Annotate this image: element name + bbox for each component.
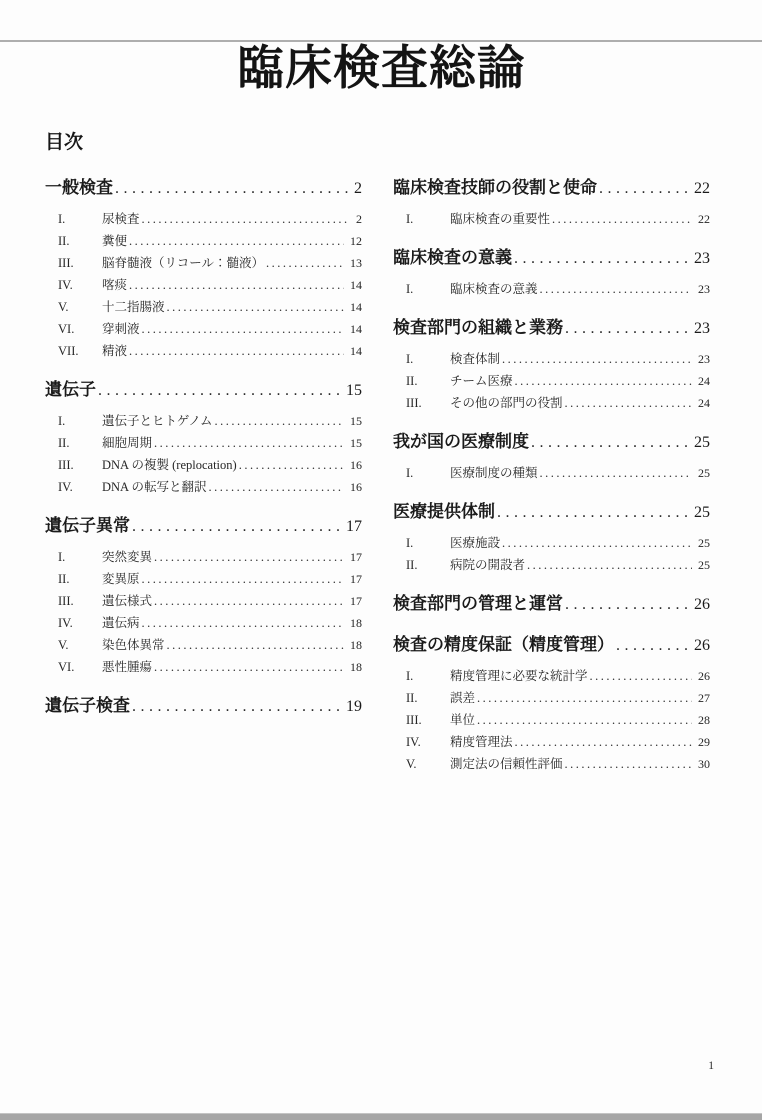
toc-item-page-number: 15 xyxy=(350,413,362,428)
dot-leader xyxy=(142,568,344,590)
dot-leader xyxy=(167,296,344,318)
toc-item-page-number: 14 xyxy=(350,277,362,292)
toc-item-entry[interactable] xyxy=(45,318,362,340)
toc-item-page-number: 24 xyxy=(698,395,710,410)
dot-leader xyxy=(531,430,688,455)
dot-leader xyxy=(129,340,344,362)
toc-item-entry[interactable] xyxy=(393,462,710,484)
toc-item-entry[interactable] xyxy=(393,554,710,576)
toc-item-numeral: II. xyxy=(58,435,70,450)
toc-section-page-number: 22 xyxy=(694,179,710,197)
toc-item-list xyxy=(393,208,710,230)
toc-item-title: 悪性腫瘍 xyxy=(102,659,153,674)
toc-section-entry[interactable] xyxy=(45,514,362,539)
toc-item-title: 糞便 xyxy=(102,233,128,248)
toc-item-entry[interactable] xyxy=(393,709,710,731)
toc-item-entry[interactable] xyxy=(45,340,362,362)
toc-item-entry[interactable] xyxy=(45,252,362,274)
dot-leader xyxy=(239,454,344,476)
toc-item-entry[interactable] xyxy=(45,634,362,656)
toc-item-title: 臨床検査の意義 xyxy=(450,281,538,296)
toc-item-page-number: 22 xyxy=(698,211,710,226)
dot-leader xyxy=(477,709,692,731)
toc-section-title: 検査部門の管理と運営 xyxy=(393,593,563,613)
toc-item-page-number: 18 xyxy=(350,615,362,630)
toc-item-title: チーム医療 xyxy=(450,373,513,388)
toc-item-numeral: I. xyxy=(58,549,66,564)
toc-item-title: 喀痰 xyxy=(102,277,128,292)
toc-item-numeral: VI. xyxy=(58,321,75,336)
toc-item-page-number: 14 xyxy=(350,343,362,358)
toc-item-page-number: 18 xyxy=(350,659,362,674)
toc-item-page-number: 16 xyxy=(350,457,362,472)
toc-item-entry[interactable] xyxy=(393,370,710,392)
dot-leader xyxy=(142,318,344,340)
dot-leader xyxy=(502,348,692,370)
dot-leader xyxy=(527,554,692,576)
toc-item-entry[interactable] xyxy=(393,278,710,300)
toc-item-title: その他の部門の役割 xyxy=(450,395,563,410)
toc-item-numeral: III. xyxy=(58,457,74,472)
toc-item-page-number: 27 xyxy=(698,690,710,705)
dot-leader xyxy=(215,410,344,432)
toc-item-title: 精度管理に必要な統計学 xyxy=(450,668,588,683)
toc-item-page-number: 28 xyxy=(698,712,710,727)
dot-leader xyxy=(502,532,692,554)
toc-section xyxy=(393,316,710,414)
toc-section-entry[interactable] xyxy=(45,694,362,719)
toc-section-page-number: 25 xyxy=(694,503,710,521)
toc-item-numeral: II. xyxy=(406,690,418,705)
toc-item-page-number: 14 xyxy=(350,299,362,314)
toc-item-title: DNA の転写と翻訳 xyxy=(102,479,207,494)
toc-section xyxy=(45,694,362,719)
toc-item-numeral: III. xyxy=(406,395,422,410)
screenshot-top-edge xyxy=(0,40,762,42)
toc-section-title: 遺伝子検査 xyxy=(45,695,130,715)
toc-item-page-number: 23 xyxy=(698,281,710,296)
toc-section-title: 医療提供体制 xyxy=(393,501,495,521)
toc-item-numeral: I. xyxy=(406,211,414,226)
toc-item-title: 十二指腸液 xyxy=(102,299,165,314)
toc-item-numeral: I. xyxy=(406,535,414,550)
document-title: 臨床検査総論 xyxy=(237,43,525,95)
toc-item-title: 測定法の信頼性評価 xyxy=(450,756,563,771)
toc-section-title: 検査部門の組織と業務 xyxy=(393,317,563,337)
toc-section-page-number: 26 xyxy=(694,636,710,654)
toc-item-entry[interactable] xyxy=(45,296,362,318)
toc-item-title: 変異原 xyxy=(102,571,140,586)
toc-item-title: 遺伝様式 xyxy=(102,593,153,608)
toc-item-entry[interactable] xyxy=(45,432,362,454)
dot-leader xyxy=(497,500,688,525)
toc-item-numeral: V. xyxy=(58,637,69,652)
toc-item-page-number: 17 xyxy=(350,549,362,564)
toc-section xyxy=(45,514,362,678)
dot-leader xyxy=(154,546,344,568)
toc-item-numeral: III. xyxy=(58,593,74,608)
toc-item-entry[interactable] xyxy=(45,612,362,634)
toc-item-entry[interactable] xyxy=(45,454,362,476)
dot-leader xyxy=(514,246,688,271)
toc-item-page-number: 18 xyxy=(350,637,362,652)
toc-heading: 目次 xyxy=(45,131,84,153)
toc-item-page-number: 23 xyxy=(698,351,710,366)
toc-section-entry[interactable] xyxy=(393,633,710,658)
dot-leader xyxy=(515,370,692,392)
toc-section-entry[interactable] xyxy=(393,316,710,341)
toc-item-page-number: 17 xyxy=(350,571,362,586)
dot-leader xyxy=(129,230,344,252)
toc-columns xyxy=(45,176,717,775)
toc-item-title: 穿刺液 xyxy=(102,321,140,336)
toc-item-numeral: II. xyxy=(58,571,70,586)
toc-item-title: 染色体異常 xyxy=(102,637,165,652)
toc-item-entry[interactable] xyxy=(393,665,710,687)
dot-leader xyxy=(590,665,692,687)
toc-section-title: 一般検査 xyxy=(45,177,113,197)
dot-leader xyxy=(565,592,688,617)
dot-leader xyxy=(477,687,692,709)
dot-leader xyxy=(154,656,344,678)
toc-item-page-number: 25 xyxy=(698,535,710,550)
dot-leader xyxy=(616,633,688,658)
toc-section-entry[interactable] xyxy=(393,246,710,271)
dot-leader xyxy=(115,176,348,201)
dot-leader xyxy=(565,316,688,341)
toc-column-right xyxy=(393,176,710,775)
toc-section-entry[interactable] xyxy=(393,592,710,617)
toc-item-title: 精度管理法 xyxy=(450,734,513,749)
toc-item-numeral: V. xyxy=(406,756,417,771)
toc-section-entry[interactable] xyxy=(393,430,710,455)
toc-section-page-number: 17 xyxy=(346,517,362,535)
toc-section xyxy=(393,500,710,576)
toc-item-entry[interactable] xyxy=(45,568,362,590)
toc-item-entry[interactable] xyxy=(45,230,362,252)
page-number: 1 xyxy=(708,1060,714,1072)
toc-item-title: 尿検査 xyxy=(102,211,140,226)
toc-section xyxy=(45,176,362,362)
toc-section-title: 遺伝子 xyxy=(45,379,96,399)
toc-item-entry[interactable] xyxy=(393,687,710,709)
toc-item-title: 細胞周期 xyxy=(102,435,153,450)
toc-section-entry[interactable] xyxy=(393,500,710,525)
toc-item-list xyxy=(45,208,362,362)
toc-section xyxy=(45,378,362,498)
toc-item-entry[interactable] xyxy=(45,656,362,678)
toc-item-numeral: I. xyxy=(406,281,414,296)
toc-item-numeral: I. xyxy=(406,668,414,683)
toc-section-page-number: 15 xyxy=(346,381,362,399)
toc-item-page-number: 12 xyxy=(350,233,362,248)
toc-item-title: 検査体制 xyxy=(450,351,501,366)
toc-item-numeral: I. xyxy=(58,211,66,226)
toc-item-numeral: IV. xyxy=(406,734,421,749)
dot-leader xyxy=(540,462,692,484)
toc-section-entry[interactable] xyxy=(45,176,362,201)
dot-leader xyxy=(540,278,692,300)
toc-item-list xyxy=(393,532,710,576)
toc-item-numeral: I. xyxy=(406,465,414,480)
dot-leader xyxy=(565,392,692,414)
toc-section-page-number: 19 xyxy=(346,697,362,715)
toc-item-list xyxy=(393,462,710,484)
dot-leader xyxy=(98,378,340,403)
toc-section-entry[interactable] xyxy=(45,378,362,403)
toc-item-entry[interactable] xyxy=(45,410,362,432)
toc-item-entry[interactable] xyxy=(393,208,710,230)
toc-item-title: 臨床検査の重要性 xyxy=(450,211,551,226)
toc-item-entry[interactable] xyxy=(45,476,362,498)
screenshot-bottom-edge xyxy=(0,1113,762,1120)
toc-item-entry[interactable] xyxy=(393,753,710,775)
toc-item-page-number: 17 xyxy=(350,593,362,608)
dot-leader xyxy=(154,432,344,454)
toc-item-numeral: V. xyxy=(58,299,69,314)
toc-item-entry[interactable] xyxy=(393,348,710,370)
toc-item-title: 突然変異 xyxy=(102,549,153,564)
toc-item-list xyxy=(393,665,710,775)
dot-leader xyxy=(129,274,344,296)
dot-leader xyxy=(154,590,344,612)
toc-item-entry[interactable] xyxy=(45,208,362,230)
dot-leader xyxy=(599,176,688,201)
toc-item-page-number: 16 xyxy=(350,479,362,494)
toc-item-page-number: 26 xyxy=(698,668,710,683)
toc-section-title: 臨床検査の意義 xyxy=(393,247,512,267)
dot-leader xyxy=(142,612,344,634)
toc-item-title: 脳脊髄液（リコール：髄液） xyxy=(102,255,265,270)
dot-leader xyxy=(167,634,344,656)
toc-item-list xyxy=(45,410,362,498)
toc-item-entry[interactable] xyxy=(45,546,362,568)
toc-item-numeral: I. xyxy=(406,351,414,366)
dot-leader xyxy=(132,514,340,539)
toc-item-numeral: I. xyxy=(58,413,66,428)
toc-section-page-number: 23 xyxy=(694,249,710,267)
toc-section xyxy=(393,246,710,300)
toc-item-list xyxy=(393,348,710,414)
toc-section-page-number: 26 xyxy=(694,595,710,613)
toc-item-numeral: VII. xyxy=(58,343,79,358)
toc-item-page-number: 24 xyxy=(698,373,710,388)
toc-item-entry[interactable] xyxy=(393,532,710,554)
toc-column-left xyxy=(45,176,362,775)
document-page xyxy=(0,40,762,1072)
toc-section-title: 遺伝子異常 xyxy=(45,515,130,535)
toc-item-title: 遺伝病 xyxy=(102,615,140,630)
toc-item-title: 単位 xyxy=(450,712,476,727)
toc-item-numeral: IV. xyxy=(58,277,73,292)
toc-item-page-number: 25 xyxy=(698,465,710,480)
toc-section-title: 臨床検査技師の役割と使命 xyxy=(393,177,597,197)
toc-section-title: 我が国の医療制度 xyxy=(393,431,529,451)
toc-item-title: 病院の開設者 xyxy=(450,557,526,572)
toc-item-numeral: III. xyxy=(58,255,74,270)
toc-item-numeral: II. xyxy=(406,373,418,388)
toc-section-entry[interactable] xyxy=(393,176,710,201)
toc-item-title: 医療施設 xyxy=(450,535,501,550)
toc-item-page-number: 14 xyxy=(350,321,362,336)
toc-section xyxy=(393,633,710,775)
toc-section-title: 検査の精度保証（精度管理） xyxy=(393,634,614,654)
toc-section-page-number: 25 xyxy=(694,433,710,451)
toc-item-page-number: 25 xyxy=(698,557,710,572)
toc-section xyxy=(393,430,710,484)
toc-item-title: 誤差 xyxy=(450,690,476,705)
toc-item-list xyxy=(45,546,362,678)
dot-leader xyxy=(209,476,344,498)
toc-item-numeral: VI. xyxy=(58,659,75,674)
toc-item-numeral: II. xyxy=(58,233,70,248)
toc-item-title: 精液 xyxy=(102,343,128,358)
dot-leader xyxy=(132,694,340,719)
dot-leader xyxy=(515,731,692,753)
toc-section xyxy=(393,592,710,617)
toc-section-page-number: 23 xyxy=(694,319,710,337)
toc-item-page-number: 30 xyxy=(698,756,710,771)
toc-item-entry[interactable] xyxy=(393,392,710,414)
toc-item-numeral: IV. xyxy=(58,615,73,630)
dot-leader xyxy=(565,753,692,775)
toc-item-numeral: III. xyxy=(406,712,422,727)
toc-item-page-number: 13 xyxy=(350,255,362,270)
toc-item-numeral: II. xyxy=(406,557,418,572)
toc-item-page-number: 29 xyxy=(698,734,710,749)
toc-item-page-number: 2 xyxy=(356,211,362,226)
toc-item-list xyxy=(393,278,710,300)
toc-section xyxy=(393,176,710,230)
dot-leader xyxy=(142,208,350,230)
toc-item-title: 遺伝子とヒトゲノム xyxy=(102,413,213,428)
toc-item-entry[interactable] xyxy=(45,590,362,612)
toc-item-title: DNA の複製 (replocation) xyxy=(102,457,237,472)
dot-leader xyxy=(552,208,692,230)
toc-item-title: 医療制度の種類 xyxy=(450,465,538,480)
toc-item-entry[interactable] xyxy=(45,274,362,296)
toc-section-page-number: 2 xyxy=(354,179,362,197)
dot-leader xyxy=(266,252,344,274)
toc-item-entry[interactable] xyxy=(393,731,710,753)
toc-item-page-number: 15 xyxy=(350,435,362,450)
toc-item-numeral: IV. xyxy=(58,479,73,494)
